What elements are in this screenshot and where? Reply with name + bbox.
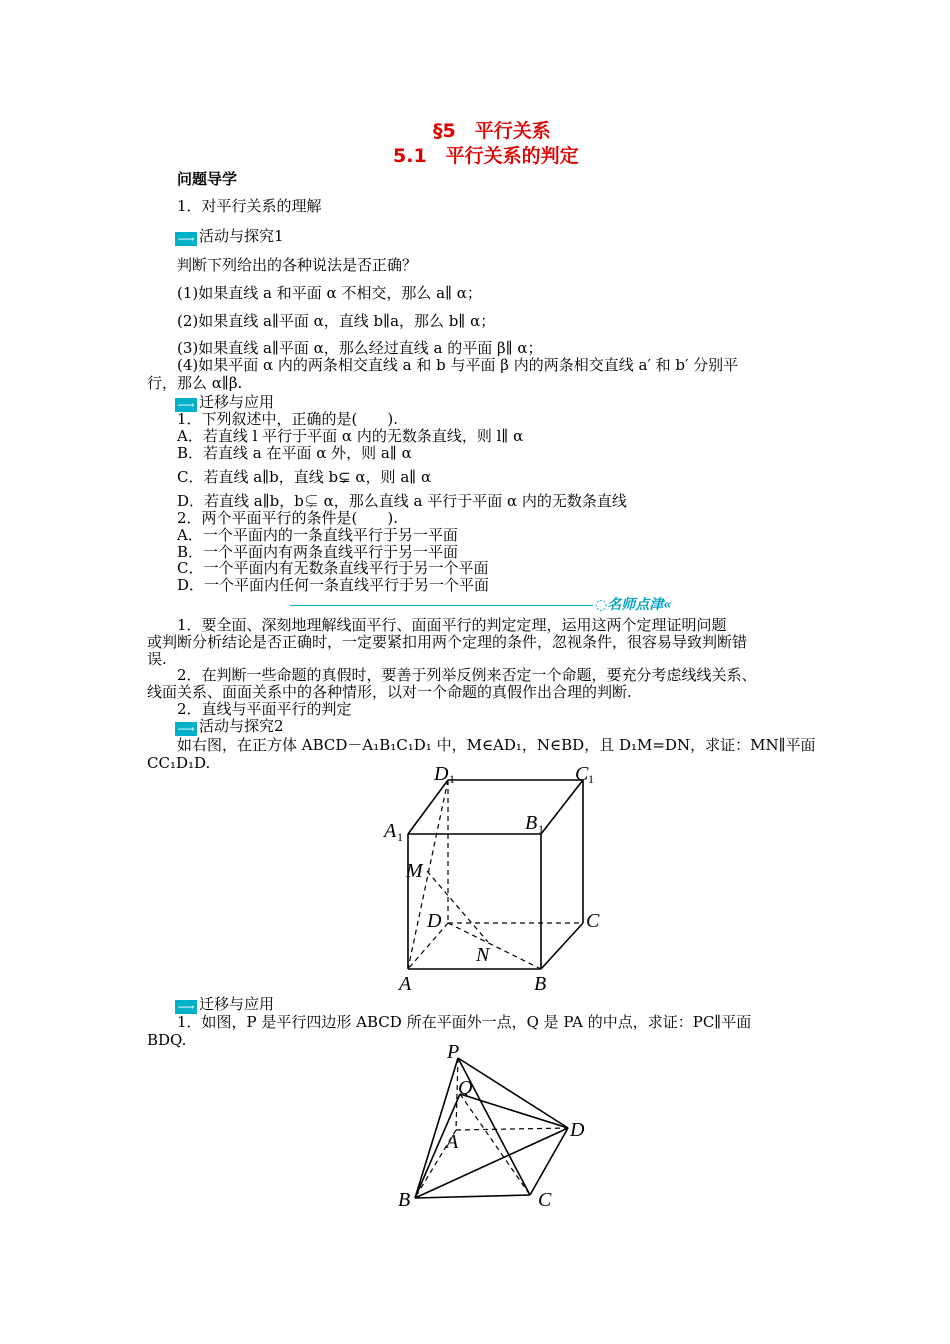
cube-figure bbox=[380, 765, 610, 995]
label-c: C bbox=[538, 1189, 552, 1211]
question-3: 1．如图，P 是平行四边形 ABCD 所在平面外一点，Q 是 PA 的中点，求证：PC∥平面 bbox=[177, 1013, 752, 1031]
part1-heading: 1．对平行关系的理解 bbox=[177, 197, 322, 215]
option2-a: A．一个平面内的一条直线平行于另一平面 bbox=[177, 526, 458, 544]
transfer1-label: ⟶ 迁移与应用 bbox=[175, 393, 274, 412]
arrow-icon: ⟶ bbox=[175, 1000, 197, 1014]
option-b: B．若直线 a 在平面 α 外，则 a∥ α bbox=[177, 444, 412, 462]
part2-heading: 2．直线与平面平行的判定 bbox=[177, 700, 352, 718]
label-b1: B bbox=[525, 812, 538, 834]
activity1-question: 判断下列给出的各种说法是否正确？ bbox=[177, 256, 418, 274]
activity2-question-cont: CC₁D₁D. bbox=[147, 754, 211, 772]
option2-d: D．一个平面内任何一条直线平行于另一个平面 bbox=[177, 576, 490, 594]
label-b: B bbox=[534, 973, 547, 995]
label-d: D bbox=[427, 910, 442, 932]
transfer2-label: ⟶ 迁移与应用 bbox=[175, 995, 274, 1014]
statement-3: (3)如果直线 a∥平面 α，那么经过直线 a 的平面 β∥ α； bbox=[177, 339, 543, 357]
question-1: 1．下列叙述中，正确的是( ). bbox=[177, 410, 399, 428]
statement-1: (1)如果直线 a 和平面 α 不相交，那么 a∥ α； bbox=[177, 284, 482, 302]
question-2: 2．两个平面平行的条件是( ). bbox=[177, 509, 399, 527]
svg-text:1: 1 bbox=[588, 772, 594, 786]
note-line-5: 线面关系、面面关系中的各种情形，以对一个命题的真假作出合理的判断. bbox=[147, 683, 632, 701]
svg-text:1: 1 bbox=[449, 772, 455, 786]
label-m: M bbox=[406, 860, 423, 882]
teacher-note-divider bbox=[290, 605, 593, 606]
teacher-note-label: ◌名师点津« bbox=[595, 597, 672, 613]
label-b: B bbox=[398, 1189, 411, 1211]
statement-4: (4)如果平面 α 内的两条相交直线 a 和 b 与平面 β 内的两条相交直线 a′ 和 b′ 分别平 bbox=[177, 356, 739, 374]
label-a: A bbox=[399, 973, 412, 995]
arrow-icon: ⟶ bbox=[175, 398, 197, 412]
arrow-icon: ⟶ bbox=[175, 232, 197, 246]
label-d: D bbox=[570, 1119, 585, 1141]
label-a1: A bbox=[384, 820, 397, 842]
label-c: C bbox=[586, 910, 600, 932]
activity2-question: 如右图，在正方体 ABCD－A₁B₁C₁D₁ 中，M∈AD₁，N∈BD，且 D₁M=DN，求证：MN∥平面 bbox=[177, 736, 816, 754]
svg-text:1: 1 bbox=[538, 822, 544, 836]
section-heading: 问题导学 bbox=[177, 170, 238, 188]
label-d1: D bbox=[434, 765, 449, 785]
label-q: Q bbox=[458, 1077, 473, 1099]
note-line-4: 2．在判断一些命题的真假时，要善于列举反例来否定一个命题，要充分考虑线线关系、 bbox=[177, 666, 757, 684]
note-line-1: 1．要全面、深刻地理解线面平行、面面平行的判定定理，运用这两个定理证明问题 bbox=[177, 616, 727, 634]
label-c1: C bbox=[575, 765, 589, 785]
label-a: A bbox=[446, 1131, 459, 1153]
option-d: D．若直线 a∥b，b⊊ α，那么直线 a 平行于平面 α 内的无数条直线 bbox=[177, 492, 627, 510]
option-a: A．若直线 l 平行于平面 α 内的无数条直线，则 l∥ α bbox=[177, 427, 524, 445]
title-subsection: 5.1 平行关系的判定 bbox=[393, 145, 579, 167]
statement-4-cont: 行，那么 α∥β. bbox=[147, 374, 243, 392]
statement-2: (2)如果直线 a∥平面 α，直线 b∥a，那么 b∥ α； bbox=[177, 312, 496, 330]
svg-text:1: 1 bbox=[397, 830, 403, 844]
option2-b: B．一个平面内有两条直线平行于另一平面 bbox=[177, 543, 459, 561]
activity2-label: ⟶ 活动与探究2 bbox=[175, 717, 284, 736]
label-p: P bbox=[447, 1041, 460, 1063]
label-n: N bbox=[476, 944, 490, 966]
note-line-2: 或判断分析结论是否正确时，一定要紧扣用两个定理的条件，忽视条件，很容易导致判断错 bbox=[147, 633, 748, 651]
pyramid-figure bbox=[390, 1040, 600, 1215]
title-section: §5 平行关系 bbox=[433, 120, 551, 142]
option2-c: C．一个平面内有无数条直线平行于另一个平面 bbox=[177, 559, 489, 577]
activity1-label: ⟶ 活动与探究1 bbox=[175, 227, 284, 246]
question-3-cont: BDQ. bbox=[147, 1031, 187, 1049]
arrow-icon: ⟶ bbox=[175, 722, 197, 736]
option-c: C．若直线 a∥b，直线 b⊊ α，则 a∥ α bbox=[177, 468, 432, 486]
note-line-3: 误. bbox=[147, 650, 167, 668]
